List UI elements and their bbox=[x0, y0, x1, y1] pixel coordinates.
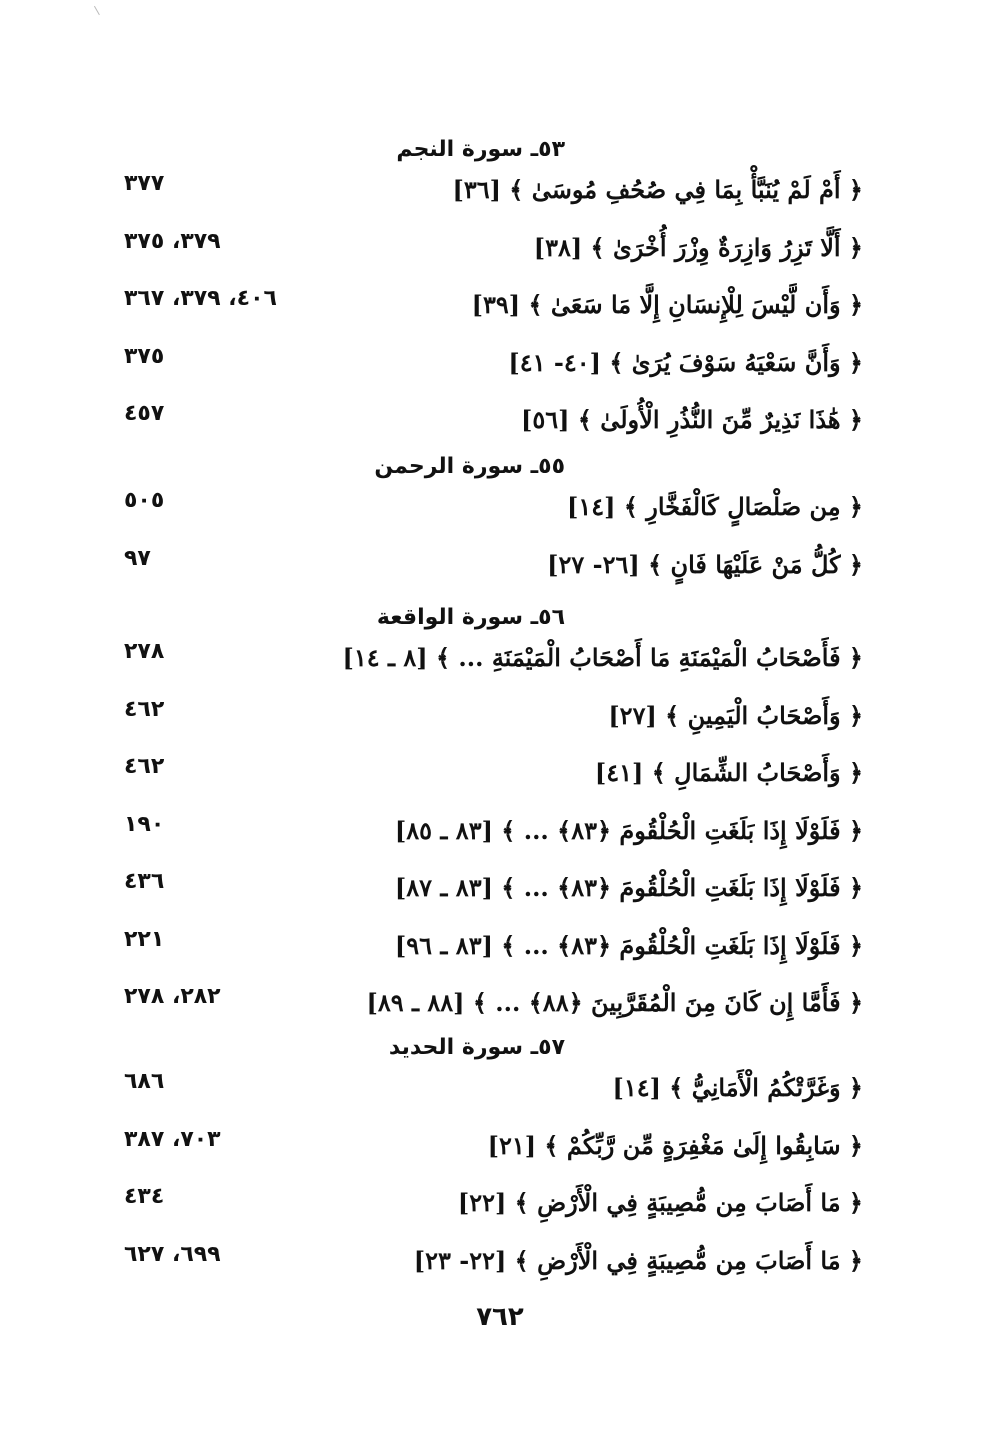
verse-text: ﴿ سَابِقُوا إِلَىٰ مَغْفِرَةٍ مِّن رَّبِّكُمْ ﴾ [٢١] bbox=[487, 1130, 863, 1160]
page-references: ٢٢١ bbox=[124, 926, 165, 952]
verse-text: ﴿ مِن صَلْصَالٍ كَالْفَخَّارِ ﴾ [١٤] bbox=[567, 492, 863, 521]
verse-text: ﴿ فَأَصْحَابُ الْمَيْمَنَةِ مَا أَصْحَابُ الْمَيْمَنَةِ ... ﴾ [٨ ـ ١٤] bbox=[342, 643, 863, 672]
page-references: ٤٠٦، ٣٧٩، ٣٦٧ bbox=[124, 286, 277, 311]
verse-text: ﴿ فَلَوْلَا إِذَا بَلَغَتِ الْحُلْقُومَ ﴿٨٣﴾ ... ﴾ [٨٣ ـ ٨٧] bbox=[394, 873, 863, 902]
verse-text: ﴿ وَأَن لَّيْسَ لِلْإِنسَانِ إِلَّا مَا سَعَىٰ ﴾ [٣٩] bbox=[471, 290, 863, 319]
page-references: ٥٠٥ bbox=[124, 488, 165, 513]
page-number: ٧٦٢ bbox=[476, 1302, 524, 1332]
page-references: ٢٨٢، ٢٧٨ bbox=[124, 984, 221, 1009]
verse-text: ﴿ فَلَوْلَا إِذَا بَلَغَتِ الْحُلْقُومَ ﴿٨٣﴾ ... ﴾ [٨٣ ـ ٨٥] bbox=[394, 815, 863, 845]
page-references: ٣٧٧ bbox=[124, 171, 165, 196]
verse-text: ﴿ مَا أَصَابَ مِن مُّصِيبَةٍ فِي الْأَرْضِ ﴾ [٢٢- ٢٣] bbox=[413, 1245, 863, 1275]
page-references: ٧٠٣، ٣٨٧ bbox=[124, 1126, 221, 1152]
verse-text: ﴿ أَمْ لَمْ يُنَبَّأْ بِمَا فِي صُحُفِ مُوسَىٰ ﴾ [٣٦] bbox=[452, 175, 863, 204]
page-references: ٤٥٧ bbox=[124, 401, 165, 426]
page-references: ٤٦٢ bbox=[124, 696, 165, 722]
verse-text: ﴿ وَغَرَّتْكُمُ الْأَمَانِيُّ ﴾ [١٤] bbox=[612, 1073, 863, 1102]
surah-heading: ٥٧ـ سورة الحديد bbox=[388, 1035, 565, 1060]
verse-text: ﴿ وَأَصْحَابُ الشِّمَالِ ﴾ [٤١] bbox=[594, 758, 863, 787]
page-references: ٤٣٤ bbox=[124, 1184, 165, 1209]
verse-text: ﴿ وَأَصْحَابُ الْيَمِينِ ﴾ [٢٧] bbox=[608, 700, 863, 730]
verse-text: ﴿ هَٰذَا نَذِيرٌ مِّنَ النُّذُرِ الْأُولَىٰ ﴾ [٥٦] bbox=[520, 405, 863, 434]
verse-text: ﴿ مَا أَصَابَ مِن مُّصِيبَةٍ فِي الْأَرْضِ ﴾ [٢٢] bbox=[457, 1188, 863, 1217]
surah-heading: ٥٦ـ سورة الواقعة bbox=[376, 605, 565, 630]
verse-text: ﴿ أَلَّا تَزِرُ وَازِرَةٌ وِزْرَ أُخْرَىٰ ﴾ [٣٨] bbox=[533, 232, 863, 262]
page-references: ٤٣٦ bbox=[124, 869, 165, 894]
surah-heading: ٥٣ـ سورة النجم bbox=[396, 137, 565, 162]
page-references: ١٩٠ bbox=[124, 811, 165, 837]
page-references: ٤٦٢ bbox=[124, 754, 165, 779]
verse-text: ﴿ وَأَنَّ سَعْيَهُ سَوْفَ يُرَىٰ ﴾ [٤٠- ٤١] bbox=[508, 347, 863, 377]
page-references: ٦٩٩، ٦٢٧ bbox=[124, 1241, 221, 1267]
page-references: ٢٧٨ bbox=[124, 639, 165, 664]
page-references: ٩٧ bbox=[124, 545, 151, 571]
verse-text: ﴿ كُلُّ مَنْ عَلَيْهَا فَانٍ ﴾ [٢٦- ٢٧] bbox=[547, 549, 863, 579]
verse-text: ﴿ فَأَمَّا إِن كَانَ مِنَ الْمُقَرَّبِينَ ﴿٨٨﴾ ... ﴾ [٨٨ ـ ٨٩] bbox=[366, 988, 863, 1017]
page-references: ٣٧٥ bbox=[124, 343, 165, 369]
verse-text: ﴿ فَلَوْلَا إِذَا بَلَغَتِ الْحُلْقُومَ ﴿٨٣﴾ ... ﴾ [٨٣ ـ ٩٦] bbox=[394, 930, 863, 960]
surah-heading: ٥٥ـ سورة الرحمن bbox=[374, 454, 565, 479]
page-references: ٣٧٩، ٣٧٥ bbox=[124, 228, 221, 254]
page-references: ٦٨٦ bbox=[124, 1069, 165, 1094]
